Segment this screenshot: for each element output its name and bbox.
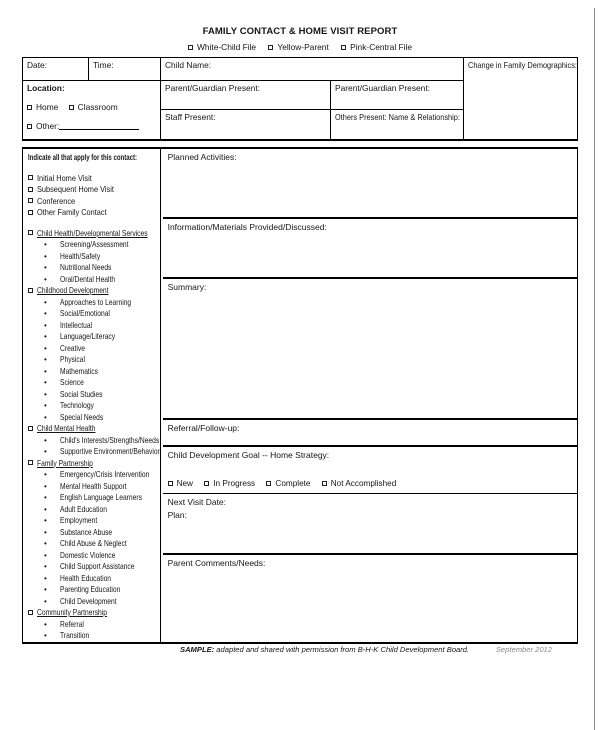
checklist-item: • Intellectual	[44, 319, 93, 330]
checklist-item: • Supportive Environment/Behavior	[44, 446, 160, 456]
checklist-item: • Social/Emotional	[44, 308, 110, 318]
checkbox-family-partnership[interactable]	[28, 460, 33, 465]
parent-guardian-1-field: Parent/Guardian Present:	[161, 81, 331, 110]
contact-checklist	[23, 149, 161, 642]
bullet-icon: •	[44, 573, 47, 583]
bullet-icon: •	[44, 527, 47, 537]
bullet-icon: •	[44, 240, 47, 249]
checklist-item: • Health/Safety	[44, 250, 101, 261]
checklist-item: • Mental Health Support	[44, 480, 127, 491]
checklist-item: • Employment	[44, 515, 98, 525]
demographics-field: Change in Family Demographics:	[463, 58, 576, 139]
status-option-in-progress: In Progress	[204, 479, 255, 488]
bullet-icon: •	[44, 309, 47, 318]
checkbox-home[interactable]	[27, 105, 32, 110]
file-option-yellow: Yellow-Parent	[268, 42, 328, 52]
bullet-icon: •	[44, 619, 47, 629]
checklist-item: • Physical	[44, 354, 85, 364]
checkbox-other-family-contact[interactable]	[28, 210, 33, 215]
referral-followup-section: Referral/Follow-up:	[163, 420, 577, 447]
status-option-not-accomplished: Not Accomplished	[322, 479, 397, 488]
checkbox-child-mental-health[interactable]	[28, 426, 33, 431]
bullet-icon: •	[44, 481, 47, 491]
checklist-title: Indicate all that apply for this contact:	[28, 152, 138, 162]
checklist-item: • Adult Education	[44, 503, 107, 514]
bullet-icon: •	[44, 274, 47, 284]
checkbox-classroom[interactable]	[69, 105, 74, 110]
child-name-field: Child Name:	[161, 58, 463, 81]
checkbox-in-progress[interactable]	[204, 481, 209, 486]
bullet-icon: •	[44, 412, 47, 422]
checkbox-complete[interactable]	[266, 481, 271, 486]
file-copy-options	[22, 42, 578, 52]
other-blank-line[interactable]	[59, 122, 139, 130]
contact-type-item: Conference	[28, 196, 159, 208]
bullet-icon: •	[44, 343, 47, 353]
bullet-icon: •	[44, 378, 47, 387]
checklist-item: • Parenting Education	[44, 584, 121, 594]
checklist-item: • Science	[44, 377, 84, 387]
checklist-item: • Transition	[44, 630, 90, 640]
bullet-icon: •	[44, 263, 47, 272]
report-sections	[163, 149, 577, 642]
checklist-item: • Child Support Assistance	[44, 561, 135, 571]
location-label: Location:	[27, 83, 65, 93]
bullet-icon: •	[44, 435, 47, 445]
parent-comments-section: Parent Comments/Needs:	[167, 558, 266, 568]
status-option-new: New	[168, 479, 193, 488]
bullet-icon: •	[44, 493, 47, 502]
bullet-icon: •	[44, 596, 47, 606]
date-field: Date:	[23, 58, 89, 81]
checkbox-white-child-file[interactable]	[188, 45, 193, 50]
checkbox-community-partnership[interactable]	[28, 610, 33, 615]
bullet-icon: •	[44, 539, 47, 548]
checkbox-subsequent-home-visit[interactable]	[28, 187, 33, 192]
category-childhood-development: Childhood Development	[28, 285, 159, 297]
bullet-icon: •	[44, 389, 47, 399]
checklist-item: • Domestic Violence	[44, 549, 116, 560]
staff-present-field: Staff Present:	[161, 110, 331, 139]
checklist-item: • Nutritional Needs	[44, 262, 112, 272]
plan-label: Plan:	[167, 510, 187, 520]
checklist-item: • Approaches to Learning	[44, 296, 132, 307]
others-present-field: Others Present: Name & Relationship:	[335, 112, 460, 122]
checklist-item: • Oral/Dental Health	[44, 273, 116, 284]
bullet-icon: •	[44, 355, 47, 364]
summary-section: Summary:	[163, 279, 577, 420]
contact-type-item: Initial Home Visit	[28, 173, 159, 185]
location-field	[23, 81, 161, 139]
checklist-item: • Social Studies	[44, 388, 103, 399]
file-option-white: White-Child File	[188, 42, 256, 52]
checkbox-yellow-parent[interactable]	[268, 45, 273, 50]
checkbox-other[interactable]	[27, 124, 32, 129]
checklist-item: • Mathematics	[44, 365, 98, 376]
category-family-partnership: Family Partnership	[28, 458, 159, 470]
bullet-icon: •	[44, 470, 47, 479]
next-visit-label: Next Visit Date:	[167, 497, 227, 507]
bullet-icon: •	[44, 631, 47, 640]
bullet-icon: •	[44, 401, 47, 410]
bullet-icon: •	[44, 562, 47, 571]
checklist-item: • Emergency/Crisis Intervention	[44, 469, 150, 479]
category-community-partnership: Community Partnership	[28, 607, 159, 619]
body-table	[22, 147, 578, 644]
bullet-icon: •	[44, 251, 47, 261]
category-child-health: Child Health/Developmental Services	[28, 228, 159, 240]
checklist-item: • Creative	[44, 342, 85, 353]
sample-note: SAMPLE: adapted and shared with permission from B-H-K Child Development Board.	[180, 645, 470, 654]
bullet-icon: •	[44, 320, 47, 330]
information-materials-section: Information/Materials Provided/Discussed:	[163, 219, 577, 279]
checklist-item: • Child Development	[44, 595, 117, 606]
checklist-item: • English Language Learners	[44, 492, 142, 502]
checkbox-child-health[interactable]	[28, 230, 33, 235]
form-title: FAMILY CONTACT & HOME VISIT REPORT	[202, 26, 398, 37]
checkbox-childhood-development[interactable]	[28, 288, 33, 293]
checkbox-not-accomplished[interactable]	[322, 481, 327, 486]
bullet-icon: •	[44, 447, 47, 456]
info-table	[22, 57, 578, 141]
bullet-icon: •	[44, 297, 47, 307]
page-edge-line	[594, 8, 595, 730]
location-other: Other:	[27, 121, 156, 131]
goal-label: Child Development Goal -- Home Strategy:	[167, 450, 330, 460]
checkbox-initial-home-visit[interactable]	[28, 175, 33, 180]
contact-type-item: Subsequent Home Visit	[28, 184, 159, 196]
contact-type-item: Other Family Contact	[28, 207, 159, 219]
parent-guardian-2-field: Parent/Guardian Present:	[331, 81, 463, 110]
checklist-item: • Substance Abuse	[44, 526, 113, 537]
checklist-item: • Language/Literacy	[44, 331, 116, 341]
bullet-icon: •	[44, 585, 47, 594]
bullet-icon: •	[44, 366, 47, 376]
development-goal-section	[163, 447, 577, 494]
footer	[22, 645, 578, 654]
checkbox-pink-central-file[interactable]	[341, 45, 346, 50]
bullet-icon: •	[44, 332, 47, 341]
checklist-item: • Special Needs	[44, 411, 104, 422]
location-options: Home Classroom	[27, 102, 156, 112]
status-option-complete: Complete	[266, 479, 310, 488]
checklist-item: • Referral	[44, 618, 84, 629]
bullet-icon: •	[44, 504, 47, 514]
checkbox-new[interactable]	[168, 481, 173, 486]
checklist-item: • Technology	[44, 400, 94, 410]
checklist-item: • Child Abuse & Neglect	[44, 538, 127, 548]
planned-activities-section: Planned Activities:	[163, 149, 577, 219]
category-child-mental-health: Child Mental Health	[28, 423, 159, 435]
checkbox-conference[interactable]	[28, 198, 33, 203]
next-visit-section	[163, 494, 577, 555]
bullet-icon: •	[44, 550, 47, 560]
checklist-item: • Screening/Assessment	[44, 239, 129, 249]
bullet-icon: •	[44, 516, 47, 525]
goal-status-options	[168, 479, 572, 489]
file-option-pink: Pink-Central File	[341, 42, 412, 52]
revision-date: September 2012	[495, 645, 552, 654]
checklist-item: • Health Education	[44, 572, 112, 583]
time-field: Time:	[89, 58, 161, 81]
checklist-item: • Child's Interests/Strengths/Needs	[44, 434, 160, 445]
